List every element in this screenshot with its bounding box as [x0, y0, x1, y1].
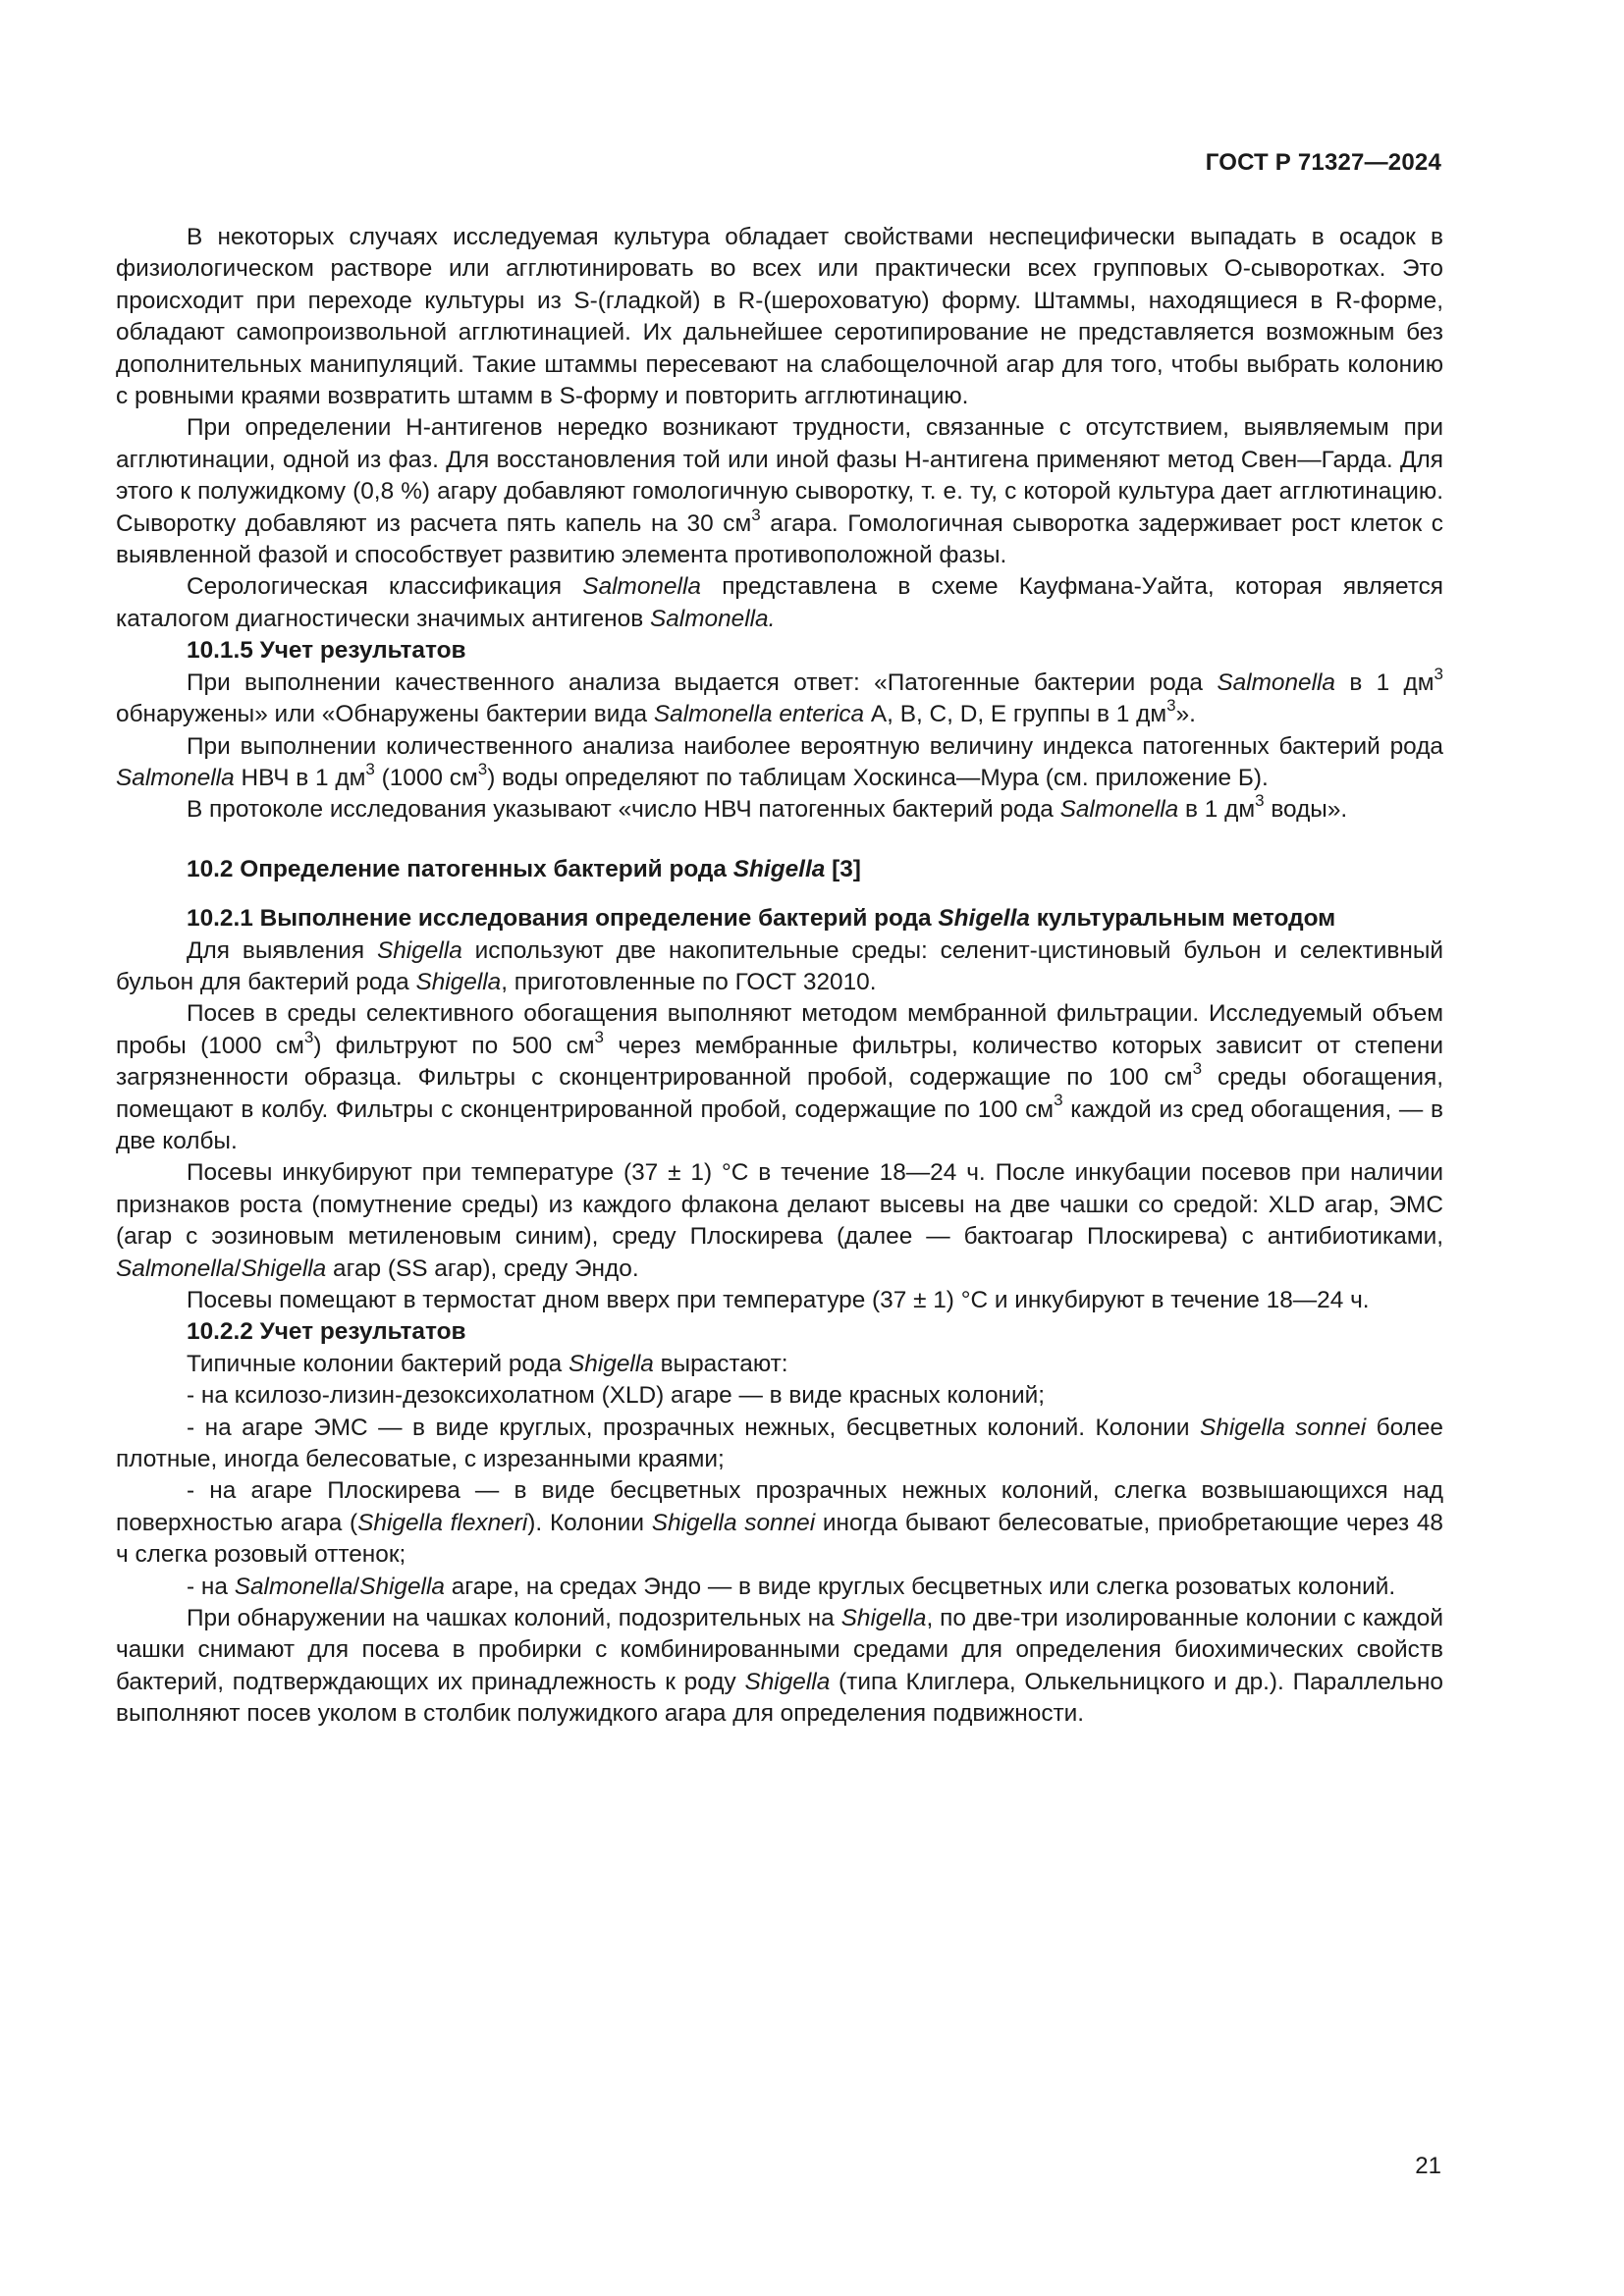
paragraph: При выполнении количественного анализа наиболее вероятную величину индекса патогенных бактерий рода Salmonella НВЧ в 1 $дм^3$ (1000 $см^3$) воды определяют по таблицам Хоскинса—Мура (см. приложение Б).	[116, 732, 1443, 791]
paragraph: Для выявления Shigella используют две накопительные среды: селенит-цистиновый бульон и селективный бульон для бактерий рода Shigella, приготовленные по ГОСТ 32010.	[116, 936, 1443, 995]
paragraph: В некоторых случаях исследуемая культура обладает свойствами неспецифически выпадать в осадок в физиологическом растворе или агглютинировать во всех или практически всех групповых О-сыворотках. Это происходит при переходе культуры из S-(гладкой) в R-(шероховатую) форму. Штаммы, находящиеся в R-форме, обладают самопроизвольной агглютинацией. Их дальнейшее серотипирование не представляется возможным без дополнительных манипуляций. Такие штаммы пересевают на слабощелочной агар для того, чтобы выбрать колонию с ровными краями возвратить штамм в S-форму и повторить агглютинацию.	[116, 224, 1443, 410]
section-heading: 10.2 Определение патогенных бактерий рода Shigella [3]	[187, 855, 861, 882]
paragraph: Посев в среды селективного обогащения выполняют методом мембранной фильтрации. Исследуемый объем пробы (1000 $см^3$) фильтруют по 500 $см^3$ через мембранные фильтры, количество которых зависит от степени загрязненности образца. Фильтры с сконцентрированной пробой, содержащие по 100 $см^3$ среды обогащения, помещают в колбу. Фильтры с сконцентрированной пробой, содержащие по 100 $см^3$ каждой из сред обогащения, — в две колбы.	[116, 1000, 1443, 1154]
page-number: 21	[1415, 2153, 1441, 2179]
paragraph: Посевы инкубируют при температуре (37 ± 1) °С в течение 18—24 ч. После инкубации посевов при наличии признаков роста (помутнение среды) из каждого флакона делают высевы на две чашки со средой: XLD агар, ЭМС (агар с эозиновым метиленовым синим), среду Плоскирева (далее — бактоагар Плоскирева) с антибиотиками, Salmonella/Shigella агар (SS агар), среду Эндо.	[116, 1159, 1443, 1282]
list-item: - на агаре ЭМС — в виде круглых, прозрачных нежных, бесцветных колоний. Колонии Shigella sonnei более плотные, иногда белесоватые, с изрезанными краями;	[116, 1414, 1443, 1473]
paragraph: При выполнении качественного анализа выдается ответ: «Патогенные бактерии рода Salmonella в 1 $дм^3$ обнаружены» или «Обнаружены бактерии вида Salmonella enterica А, В, С, D, Е группы в 1 $дм^3$».	[116, 664, 1443, 728]
document-body	[116, 222, 1443, 1731]
list-item: - на Salmonella/Shigella агаре, на средах Эндо — в виде круглых бесцветных или слегка розоватых колоний.	[187, 1573, 1396, 1600]
paragraph: В протоколе исследования указывают «число НВЧ патогенных бактерий рода Salmonella в 1 $дм^3$ воды».	[187, 791, 1348, 824]
list-item: - на ксилозо-лизин-дезоксихолатном (XLD) агаре — в виде красных колоний;	[187, 1382, 1046, 1410]
section-heading: 10.2.1 Выполнение исследования определение бактерий рода Shigella культуральным методом	[187, 905, 1336, 933]
paragraph: При обнаружении на чашках колоний, подозрительных на Shigella, по две-три изолированные колонии с каждой чашки снимают для посева в пробирки с комбинированными средами для определения биохимических свойств бактерий, подтверждающих их принадлежность к роду Shigella (типа Клиглера, Олькельницкого и др.). Параллельно выполняют посев уколом в столбик полужидкого агара для определения подвижности.	[116, 1605, 1443, 1728]
list-item: - на агаре Плоскирева — в виде бесцветных прозрачных нежных колоний, слегка возвышающихся над поверхностью агара (Shigella flexneri). Колонии Shigella sonnei иногда бывают белесоватые, приобретающие через 48 ч слегка розовый оттенок;	[116, 1477, 1443, 1569]
paragraph: При определении Н-антигенов нередко возникают трудности, связанные с отсутствием, выявляемым при агглютинации, одной из фаз. Для восстановления той или иной фазы Н-антигена применяют метод Свен—Гарда. Для этого к полужидкому (0,8 %) агару добавляют гомологичную сыворотку, т. е. ту, с которой культура дает агглютинацию. Сыворотку добавляют из расчета пять капель на 30 $см^3$ агара. Гомологичная сыворотка задерживает рост клеток с выявленной фазой и способствует развитию элемента противоположной фазы.	[116, 414, 1443, 569]
paragraph: Посевы помещают в термостат дном вверх при температуре (37 ± 1) °С и инкубируют в течение 18—24 ч.	[187, 1287, 1370, 1313]
paragraph: Типичные колонии бактерий рода Shigella вырастают:	[187, 1350, 788, 1377]
section-heading: 10.2.2 Учет результатов	[187, 1318, 466, 1346]
standard-id: ГОСТ Р 71327—2024	[1205, 149, 1441, 176]
section-heading: 10.1.5 Учет результатов	[187, 637, 466, 665]
paragraph: Серологическая классификация Salmonella представлена в схеме Кауфмана-Уайта, которая является каталогом диагностически значимых антигенов Salmonella.	[116, 573, 1443, 632]
